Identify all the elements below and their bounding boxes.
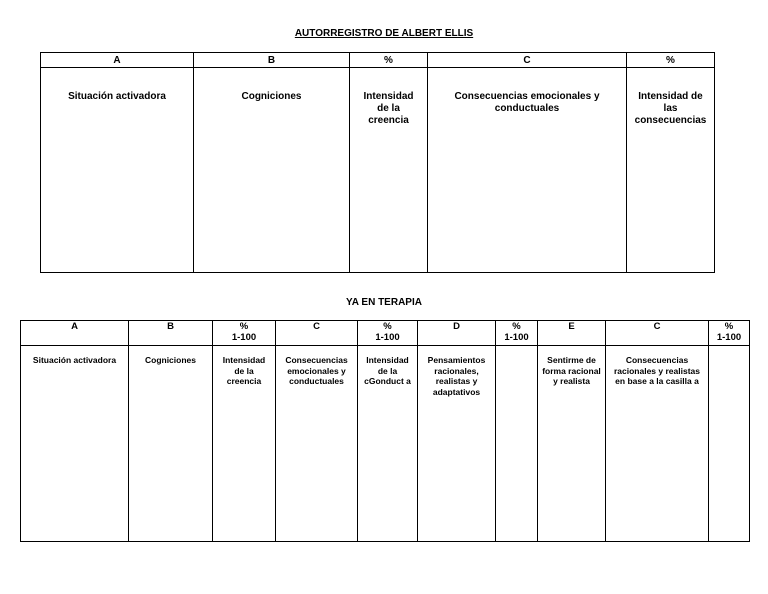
title-ya-en-terapia: YA EN TERAPIA — [346, 297, 422, 308]
cell-situacion[interactable] — [21, 346, 129, 542]
cell-label: Intensidad de las consecuencias — [634, 91, 707, 126]
header-b: B — [129, 321, 213, 346]
header-a: A — [21, 321, 129, 346]
table-row — [41, 68, 715, 273]
header-e: E — [538, 321, 606, 346]
cell-intensidad-conducta[interactable] — [358, 346, 418, 542]
title-autorregistro: AUTORREGISTRO DE ALBERT ELLIS — [294, 28, 474, 39]
header-percent-1-100 — [213, 321, 276, 346]
cell-label: Intensidad de la creencia — [363, 91, 414, 126]
cell-label: Consecuencias emocionales y conductuales — [454, 91, 600, 114]
cell-label: Consecuencias emocionales y conductuales — [285, 355, 348, 386]
cell-label: Intensidad de la creencia — [222, 355, 266, 386]
cell-label: Situación activadora — [68, 91, 166, 102]
table-header-row — [21, 321, 750, 346]
cell-label: Situación activadora — [32, 355, 117, 365]
header-c: C — [428, 53, 627, 68]
header-a: A — [41, 53, 194, 68]
cell-label: Cogniciones — [144, 355, 196, 365]
cell-cogniciones[interactable] — [194, 68, 350, 273]
table-header-row — [41, 53, 715, 68]
cell-label: Cogniciones — [241, 91, 302, 102]
header-percent: % — [724, 321, 734, 332]
cell-percent-d[interactable] — [496, 346, 538, 542]
header-percent: % — [239, 321, 249, 332]
header-percent: % — [627, 53, 715, 68]
header-range: 1-100 — [375, 332, 400, 343]
cell-consecuencias[interactable] — [276, 346, 358, 542]
header-b: B — [194, 53, 350, 68]
cell-label: Consecuencias racionales y realistas en base a la casilla a — [613, 355, 700, 386]
cell-label: Intensidad de la cGonduct a — [364, 355, 411, 386]
header-percent: % — [512, 321, 521, 332]
cell-intensidad-consecuencias[interactable] — [627, 68, 715, 273]
header-percent: % — [383, 321, 392, 332]
cell-pensamientos[interactable] — [418, 346, 496, 542]
header-range: 1-100 — [504, 332, 529, 343]
terapia-table — [20, 320, 750, 542]
cell-situacion[interactable] — [41, 68, 194, 273]
header-percent-1-100 — [709, 321, 750, 346]
header-range: 1-100 — [716, 332, 742, 343]
header-percent: % — [350, 53, 428, 68]
cell-cogniciones[interactable] — [129, 346, 213, 542]
cell-consecuencias[interactable] — [428, 68, 627, 273]
cell-percent-c[interactable] — [709, 346, 750, 542]
cell-label: Sentirme de forma racional y realista — [542, 355, 601, 386]
header-d: D — [418, 321, 496, 346]
header-c: C — [276, 321, 358, 346]
cell-intensidad-creencia[interactable] — [350, 68, 428, 273]
header-percent-1-100 — [496, 321, 538, 346]
autorregistro-table — [40, 52, 715, 273]
cell-label: Pensamientos racionales, realistas y adaptativos — [427, 355, 486, 397]
cell-intensidad-creencia[interactable] — [213, 346, 276, 542]
cell-consecuencias-racionales[interactable] — [606, 346, 709, 542]
header-range: 1-100 — [231, 332, 257, 343]
header-percent-1-100 — [358, 321, 418, 346]
cell-sentirme[interactable] — [538, 346, 606, 542]
table-row — [21, 346, 750, 542]
header-c: C — [606, 321, 709, 346]
